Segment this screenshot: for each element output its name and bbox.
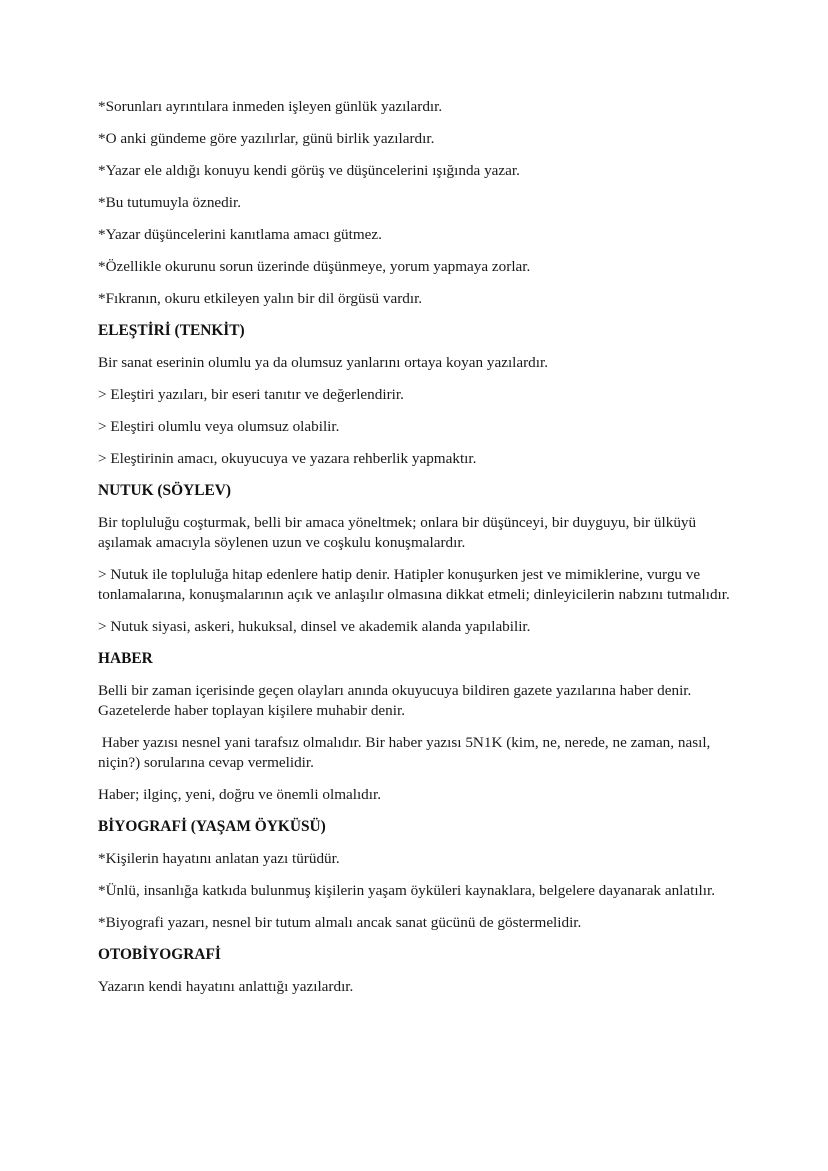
section-heading-biyografi: BİYOGRAFİ (YAŞAM ÖYKÜSÜ) (98, 818, 326, 835)
paragraph: *Fıkranın, okuru etkileyen yalın bir dil örgüsü vardır. (98, 290, 423, 307)
paragraph: *O anki gündeme göre yazılırlar, günü birlik yazılardır. (98, 130, 435, 147)
paragraph: > Eleştiri olumlu veya olumsuz olabilir. (98, 418, 340, 435)
paragraph: > Nutuk siyasi, askeri, hukuksal, dinsel ve akademik alanda yapılabilir. (98, 618, 531, 635)
paragraph: Bir topluluğu coşturmak, belli bir amaca yöneltmek; onlara bir düşünceyi, bir duyguyu, bir ülküyü aşılamak amacıyla söylenen uzun ve coşkulu konuşmalardır. (98, 514, 697, 551)
paragraph: Bir sanat eserinin olumlu ya da olumsuz yanlarını ortaya koyan yazılardır. (98, 354, 549, 371)
section-heading-haber: HABER (98, 650, 153, 667)
section-heading-nutuk: NUTUK (SÖYLEV) (98, 482, 231, 499)
paragraph: Yazarın kendi hayatını anlattığı yazılardır. (98, 978, 354, 995)
paragraph: > Eleştirinin amacı, okuyucuya ve yazara rehberlik yapmaktır. (98, 450, 477, 467)
paragraph: *Yazar ele aldığı konuyu kendi görüş ve düşüncelerini ışığında yazar. (98, 162, 520, 179)
paragraph: > Eleştiri yazıları, bir eseri tanıtır ve değerlendirir. (98, 386, 404, 403)
paragraph: > Nutuk ile topluluğa hitap edenlere hatip denir. Hatipler konuşurken jest ve mimiklerine, vurgu ve tonlamalarına, konuşmalarının açık ve anlaşılır olmasına dikkat etmeli; dinleyicilerin nabzını tutmalıdır. (98, 566, 730, 603)
paragraph: *Sorunları ayrıntılara inmeden işleyen günlük yazılardır. (98, 98, 443, 115)
paragraph: Belli bir zaman içerisinde geçen olayları anında okuyucuya bildiren gazete yazılarına haber denir. Gazetelerde haber toplayan kişilere muhabir denir. (98, 682, 692, 719)
section-heading-elestiri: ELEŞTİRİ (TENKİT) (98, 322, 245, 339)
paragraph: *Özellikle okurunu sorun üzerinde düşünmeye, yorum yapmaya zorlar. (98, 258, 531, 275)
document-body (98, 97, 738, 1009)
paragraph: *Biyografi yazarı, nesnel bir tutum almalı ancak sanat gücünü de göstermelidir. (98, 914, 582, 931)
section-heading-otobiyografi: OTOBİYOGRAFİ (98, 946, 221, 963)
paragraph: *Yazar düşüncelerini kanıtlama amacı gütmez. (98, 226, 382, 243)
paragraph: Haber yazısı nesnel yani tarafsız olmalıdır. Bir haber yazısı 5N1K (kim, ne, nerede, ne zaman, nasıl, niçin?) sorularına cevap vermelidir. (98, 734, 715, 771)
paragraph: *Kişilerin hayatını anlatan yazı türüdür. (98, 850, 340, 867)
paragraph: Haber; ilginç, yeni, doğru ve önemli olmalıdır. (98, 786, 382, 803)
paragraph: *Ünlü, insanlığa katkıda bulunmuş kişilerin yaşam öyküleri kaynaklara, belgelere dayanarak anlatılır. (98, 882, 716, 899)
paragraph: *Bu tutumuyla öznedir. (98, 194, 241, 211)
